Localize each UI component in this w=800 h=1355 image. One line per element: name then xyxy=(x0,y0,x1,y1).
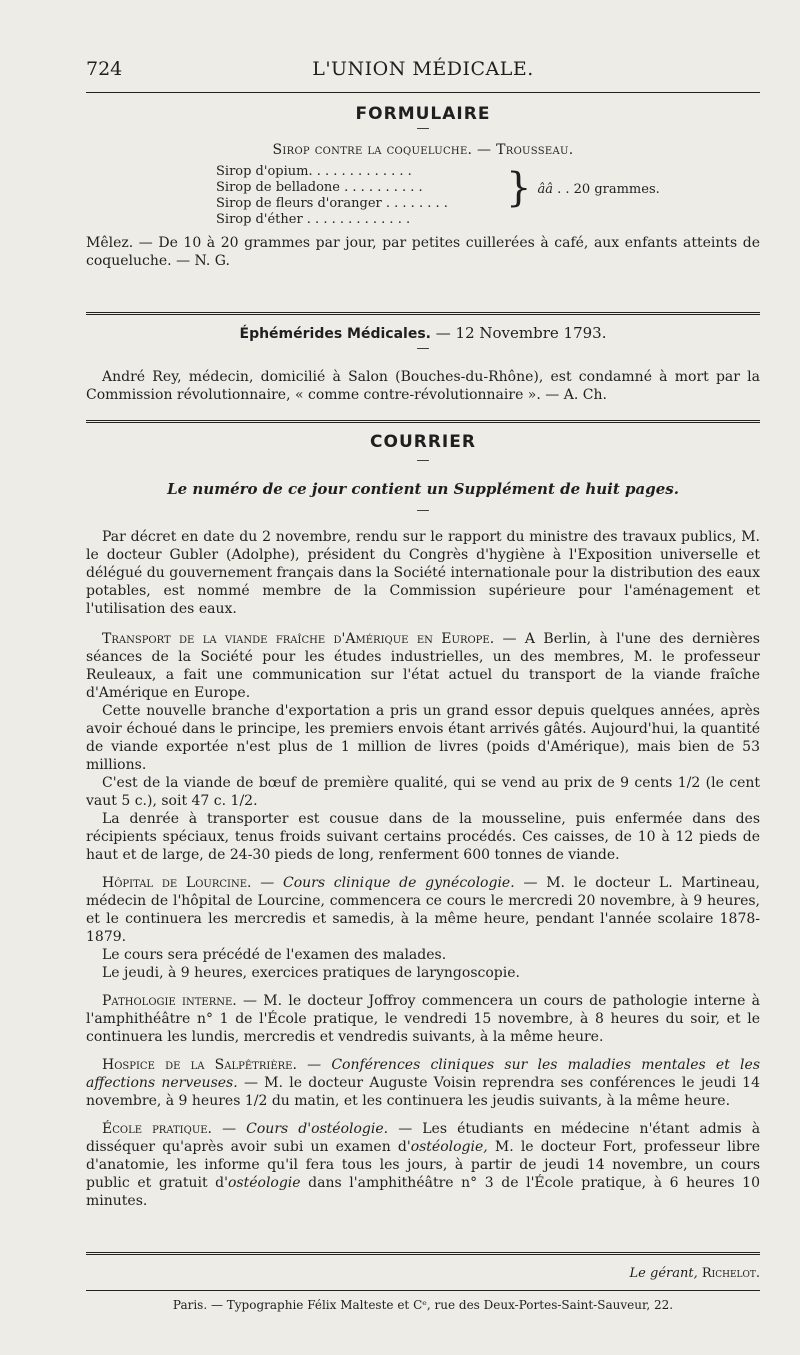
courrier-section xyxy=(86,432,760,1210)
pathologie-text: — M. le docteur Joffroy commencera un cours de pathologie interne à l'amphithéâtre n° 1 de l'École pratique, le vendredi 15 novembre, à 8 heures du soir, et le continuera les lundis, mercredis et vendredis suivants, à la même heure. xyxy=(86,993,760,1045)
ephemerides-title: Éphémérides Médicales. xyxy=(239,326,431,342)
gerant-label: Le gérant, xyxy=(629,1266,698,1281)
section-rule xyxy=(86,312,760,315)
transport-text: — A Berlin, à l'une des dernières séances de la Société pour les études industrielles, un des membres, M. le professeur Reuleaux, a fait une communication sur l'état actuel du transport de la viande fraîche d'Amérique en Europe. xyxy=(86,631,760,701)
recipe-title: Sirop contre la coqueluche. — Trousseau. xyxy=(272,142,574,158)
courrier-title: COURRIER xyxy=(370,432,476,452)
ecole-text-a: — Les étudiants en médecine n'étant admis à disséquer qu'après avoir subi un examen d' xyxy=(86,1121,761,1155)
formulaire-title: FORMULAIRE xyxy=(355,104,491,124)
header-rule xyxy=(86,92,760,93)
ingredient-item: Sirop d'opium. . . . . . . . . . . . . xyxy=(216,164,412,179)
ecole-heading: École pratique. xyxy=(102,1121,213,1137)
ecole-course: — Cours d'ostéologie. xyxy=(222,1121,389,1137)
ecole-text-d: ostéologie xyxy=(227,1175,301,1191)
footer-rule xyxy=(86,1252,760,1255)
quantity-prefix: ââ xyxy=(537,182,553,197)
transport-paragraph xyxy=(86,630,760,702)
lourcine-paragraph-3: Le jeudi, à 9 heures, exercices pratiques de laryngoscopie. xyxy=(102,965,520,981)
gerant-name: Richelot. xyxy=(701,1266,760,1281)
courrier-dash: — xyxy=(416,453,430,468)
pathologie-paragraph xyxy=(86,992,760,1046)
lourcine-paragraph xyxy=(86,874,760,946)
ecole-text-e: dans l'amphithéâtre n° 3 de l'École pratique, à 6 heures 10 minutes. xyxy=(86,1175,760,1209)
ecole-paragraph xyxy=(86,1120,760,1210)
formulaire-section xyxy=(86,104,760,270)
ephemerides-date: — 12 Novembre 1793. xyxy=(435,324,607,342)
page-number: 724 xyxy=(86,58,123,80)
printer-imprint: Paris. — Typographie Félix Malteste et Cᵉ, rue des Deux-Portes-Saint-Sauveur, 22. xyxy=(172,1298,674,1312)
lourcine-heading: Hôpital de Lourcine. xyxy=(102,875,252,891)
salpetriere-paragraph xyxy=(86,1056,760,1110)
ingredient-list xyxy=(216,164,760,228)
pathologie-heading: Pathologie interne. xyxy=(102,993,237,1009)
ecole-text-b: ostéologie, xyxy=(410,1139,488,1155)
formulaire-instructions: Mêlez. — De 10 à 20 grammes par jour, par petites cuillerées à café, aux enfants atteints de coqueluche. — N. G. xyxy=(86,235,760,269)
ecole-text-c: M. le docteur Fort, professeur libre d'anatomie, les informe qu'il fera tous les jours, à partir de jeudi 14 novembre, un cours public et gratuit d' xyxy=(86,1139,760,1191)
ephemerides-text: André Rey, médecin, domicilié à Salon (Bouches-du-Rhône), est condamné à mort par la Commission révolutionnaire, « comme contre-révolutionnaire ». — A. Ch. xyxy=(86,369,760,403)
brace-glyph: } xyxy=(506,165,532,211)
ingredient-quantity xyxy=(506,165,660,211)
supplement-dash: — xyxy=(416,503,430,518)
salpetriere-text: — M. le docteur Auguste Voisin reprendra ses conférences le jeudi 14 novembre, à 9 heures 1/2 du matin, et les continuera les jeudis suivants, à la même heure. xyxy=(86,1075,760,1109)
imprint-rule xyxy=(86,1290,760,1291)
lourcine-course: — Cours clinique de gynécologie. xyxy=(260,875,515,891)
ingredient-item: Sirop de belladone . . . . . . . . . . xyxy=(216,180,423,195)
quantity-value: . . 20 grammes. xyxy=(557,182,660,197)
salpetriere-heading: Hospice de la Salpêtrière. xyxy=(102,1057,297,1073)
ephemerides-heading xyxy=(86,324,760,342)
imprint-line xyxy=(86,1298,760,1312)
lourcine-paragraph-2: Le cours sera précédé de l'examen des malades. xyxy=(102,947,447,963)
ingredient-item: Sirop d'éther . . . . . . . . . . . . . xyxy=(216,212,411,227)
decree-paragraph: Par décret en date du 2 novembre, rendu sur le rapport du ministre des travaux publics, M. le docteur Gubler (Adolphe), président du Congrès d'hygiène à l'Exposition universelle et délégué du gouvernement français dans la Société internationale pour la distribution des eaux potables, est nommé membre de la Commission supérieure pour l'aménagement et l'utilisation des eaux. xyxy=(86,529,760,617)
lourcine-text: — M. le docteur L. Martineau, médecin de l'hôpital de Lourcine, commencera ce cours le mercredi 20 novembre, à 9 heures, et le continuera les mercredis et samedis, à la même heure, pendant l'année scolaire 1878-1879. xyxy=(86,875,760,945)
gerant-line xyxy=(86,1266,760,1281)
transport-paragraph-4: La denrée à transporter est cousue dans de la mousseline, puis enfermée dans des récipients spéciaux, tenus froids suivant certains procédés. Ces caisses, de 10 à 12 pieds de haut et de large, de 24-30 pieds de long, renferment 600 tonnes de viande. xyxy=(86,811,760,863)
ephemerides-dash: — xyxy=(416,341,430,356)
supplement-notice: Le numéro de ce jour contient un Supplément de huit pages. xyxy=(167,480,679,498)
transport-heading: Transport de la viande fraîche d'Amérique en Europe. xyxy=(102,631,495,647)
transport-paragraph-3: C'est de la viande de bœuf de première qualité, qui se vend au prix de 9 cents 1/2 (le cent vaut 5 c.), soit 47 c. 1/2. xyxy=(86,775,760,809)
section-rule xyxy=(86,420,760,423)
formulaire-dash: — xyxy=(416,121,430,136)
transport-paragraph-2: Cette nouvelle branche d'exportation a pris un grand essor depuis quelques années, après avoir échoué dans le principe, les premiers envois étant arrivés gâtés. Aujourd'hui, la quantité de viande exportée n'est plus de 1 million de livres (poids d'Amérique), mais bien de 53 millions. xyxy=(86,703,760,773)
salpetriere-course: — Conférences cliniques sur les maladies mentales et les affections nerveuses. xyxy=(86,1057,760,1091)
ephemerides-section xyxy=(86,324,760,404)
journal-title: L'UNION MÉDICALE. xyxy=(312,58,534,80)
ingredient-item: Sirop de fleurs d'oranger . . . . . . . . xyxy=(216,196,448,211)
running-head xyxy=(86,58,760,84)
gerant-signature xyxy=(86,1266,760,1281)
